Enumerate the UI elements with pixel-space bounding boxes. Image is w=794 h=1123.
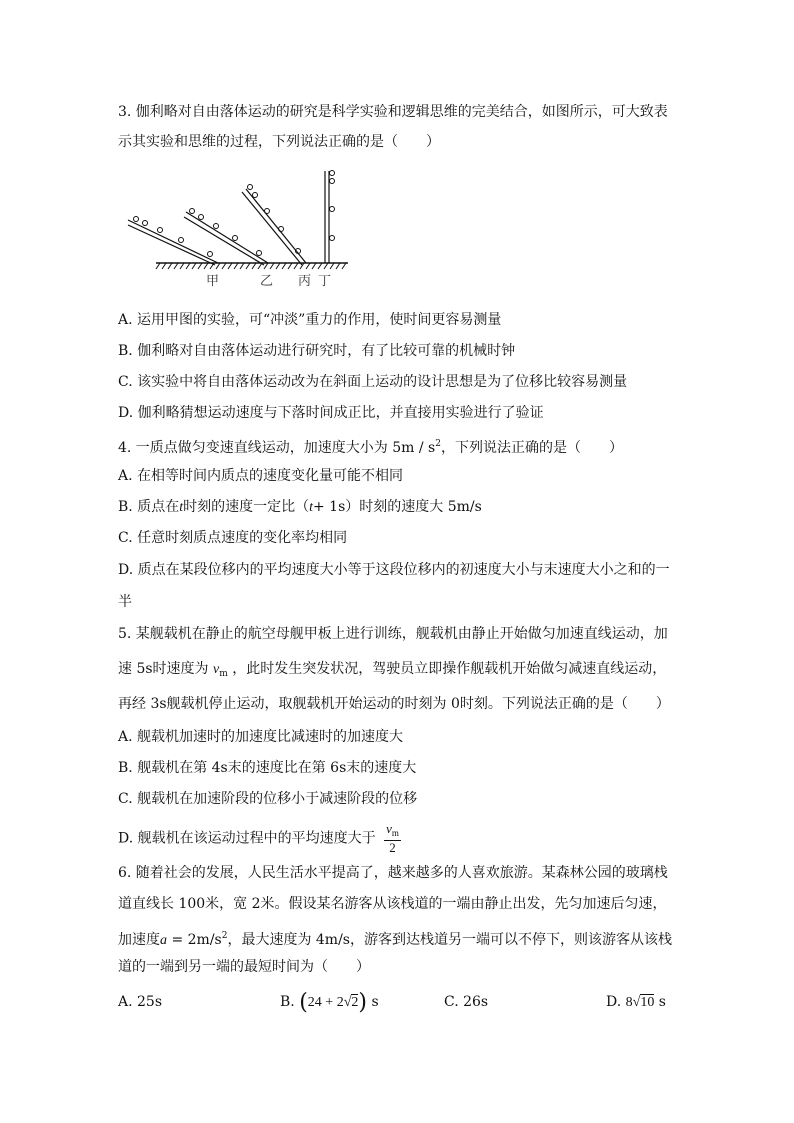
- q3-stem-line1: 3. 伽利略对自由落体运动的研究是科学实验和逻辑思维的完美结合，如图所示，可大致表: [118, 104, 668, 120]
- q6-choiceb-label: B.: [280, 994, 295, 1010]
- q5-optd-sub: m: [391, 828, 399, 838]
- q6-line3-end: ，最大速度为 4m/s，游客到达栈道另一端可以不停下，则该游客从该栈: [227, 932, 672, 948]
- q6-choiced-sqrt: √: [632, 995, 641, 1010]
- q5-optd-text: D. 舰载机在该运动过程中的平均速度大于: [118, 830, 376, 847]
- label-bing: 丙: [298, 274, 312, 289]
- q6-choice-b: [280, 992, 379, 1013]
- q5-option-b: B. 舰载机在第 4s末的速度比在第 6s末的速度大: [118, 760, 417, 776]
- incline-ding: [325, 171, 335, 264]
- q6-choiceb-sqrt: √: [343, 995, 352, 1010]
- q4-option-c: C. 任意时刻质点速度的变化率均相同: [118, 530, 348, 546]
- q6-line3-text: 加速度: [118, 932, 160, 948]
- q6-line1: 6. 随着社会的发展，人民生活水平提高了，越来越多的人喜欢旅游。某森林公园的玻璃栈: [118, 865, 668, 881]
- q5-line2: [118, 659, 666, 684]
- q4-stem-sup: 2: [435, 439, 441, 449]
- q5-optd-den: 2: [389, 840, 396, 855]
- q6-a: a: [160, 933, 167, 948]
- q6-choiced-coef: 8: [625, 995, 633, 1010]
- q5-vm: v: [213, 662, 220, 677]
- q6-choice-d: [606, 992, 666, 1013]
- q5-line2-end: ，此时发生突发状况，驾驶员立即操作舰载机开始做匀减速直线运动，: [232, 661, 667, 677]
- q5-optd-fraction: [384, 822, 401, 855]
- q6-line2: 道直线长 100米，宽 2米。假设某名游客从该栈道的一端由静止出发，先匀加速后匀速，: [118, 896, 667, 912]
- q6-choiceb-lparen: (: [299, 990, 308, 1015]
- q4-optb-t: t: [179, 500, 184, 515]
- q6-choiceb-expr: 24 + 2: [307, 995, 344, 1010]
- label-jia: 甲: [206, 274, 220, 289]
- q6-sup: 2: [221, 931, 228, 941]
- q6-eq: = 2m/s: [167, 932, 222, 948]
- q5-option-c: C. 舰载机在加速阶段的位移小于减速阶段的位移: [118, 791, 418, 807]
- q4-optb-text3: + 1s）时刻的速度大 5m/s: [312, 499, 482, 515]
- q5-vm-sub: m: [219, 669, 228, 679]
- q6-line3: [118, 926, 672, 951]
- label-yi: 乙: [260, 274, 274, 289]
- q4-stem-end: ，下列说法正确的是（ ）: [440, 440, 623, 456]
- q5-optd-v: v: [386, 821, 392, 836]
- q3-stem-line2: 示其实验和思维的过程，下列说法正确的是（ ）: [118, 134, 440, 150]
- q5-line2-text: 速 5s时速度为: [118, 661, 209, 677]
- q6-line4: 道的一端到另一端的最短时间为（ ）: [118, 959, 370, 975]
- galileo-incline-figure: [118, 165, 358, 294]
- q4-option-d-line1: D. 质点在某段位移内的平均速度大小等于这段位移内的初速度大小与末速度大小之和的一: [118, 562, 670, 578]
- q5-option-d: [118, 822, 401, 855]
- q6-choiced-label: D.: [606, 994, 622, 1010]
- q4-stem: [118, 434, 623, 458]
- q4-optb-text2: 时刻的速度一定比（: [183, 499, 310, 515]
- q3-option-a: A. 运用甲图的实验，可“冲淡”重力的作用，使时间更容易测量: [118, 312, 502, 328]
- q4-option-d-line2: 半: [118, 594, 132, 610]
- q5-line1: 5. 某舰载机在静止的航空母舰甲板上进行训练，舰载机由静止开始做匀加速直线运动，加: [118, 626, 668, 642]
- q6-choiceb-rparen: ): [358, 990, 367, 1015]
- q5-optd-numerator: [384, 822, 401, 841]
- q3-option-c: C. 该实验中将自由落体运动改为在斜面上运动的设计思想是为了位移比较容易测量: [118, 374, 628, 390]
- q6-choice-a: A. 25s: [118, 994, 163, 1010]
- q6-choiceb-unit: s: [371, 994, 379, 1010]
- q5-line3: 再经 3s舰载机停止运动，取舰载机开始运动的时刻为 0时刻。下列说法正确的是（ ）: [118, 696, 670, 712]
- q3-option-d: D. 伽利略猜想运动速度与下落时间成正比，并直接用实验进行了验证: [118, 405, 544, 421]
- q4-optb-text1: B. 质点在: [118, 499, 180, 515]
- q4-optb-t2: t: [309, 500, 313, 515]
- q4-option-a: A. 在相等时间内质点的速度变化量可能不相同: [118, 468, 404, 484]
- q3-option-b: B. 伽利略对自由落体运动进行研究时，有了比较可靠的机械时钟: [118, 343, 516, 359]
- q6-choice-c: C. 26s: [444, 994, 489, 1010]
- q6-choiced-radicand: 10: [640, 995, 655, 1010]
- q6-choiced-unit: s: [658, 994, 666, 1010]
- q6-choiceb-radicand: 2: [351, 995, 359, 1010]
- label-ding: 丁: [318, 274, 332, 289]
- q4-stem-text: 4. 一质点做匀变速直线运动，加速度大小为 5m / s: [118, 440, 436, 456]
- q4-option-b: [118, 497, 482, 518]
- q5-option-a: A. 舰载机加速时的加速度比减速时的加速度大: [118, 729, 404, 745]
